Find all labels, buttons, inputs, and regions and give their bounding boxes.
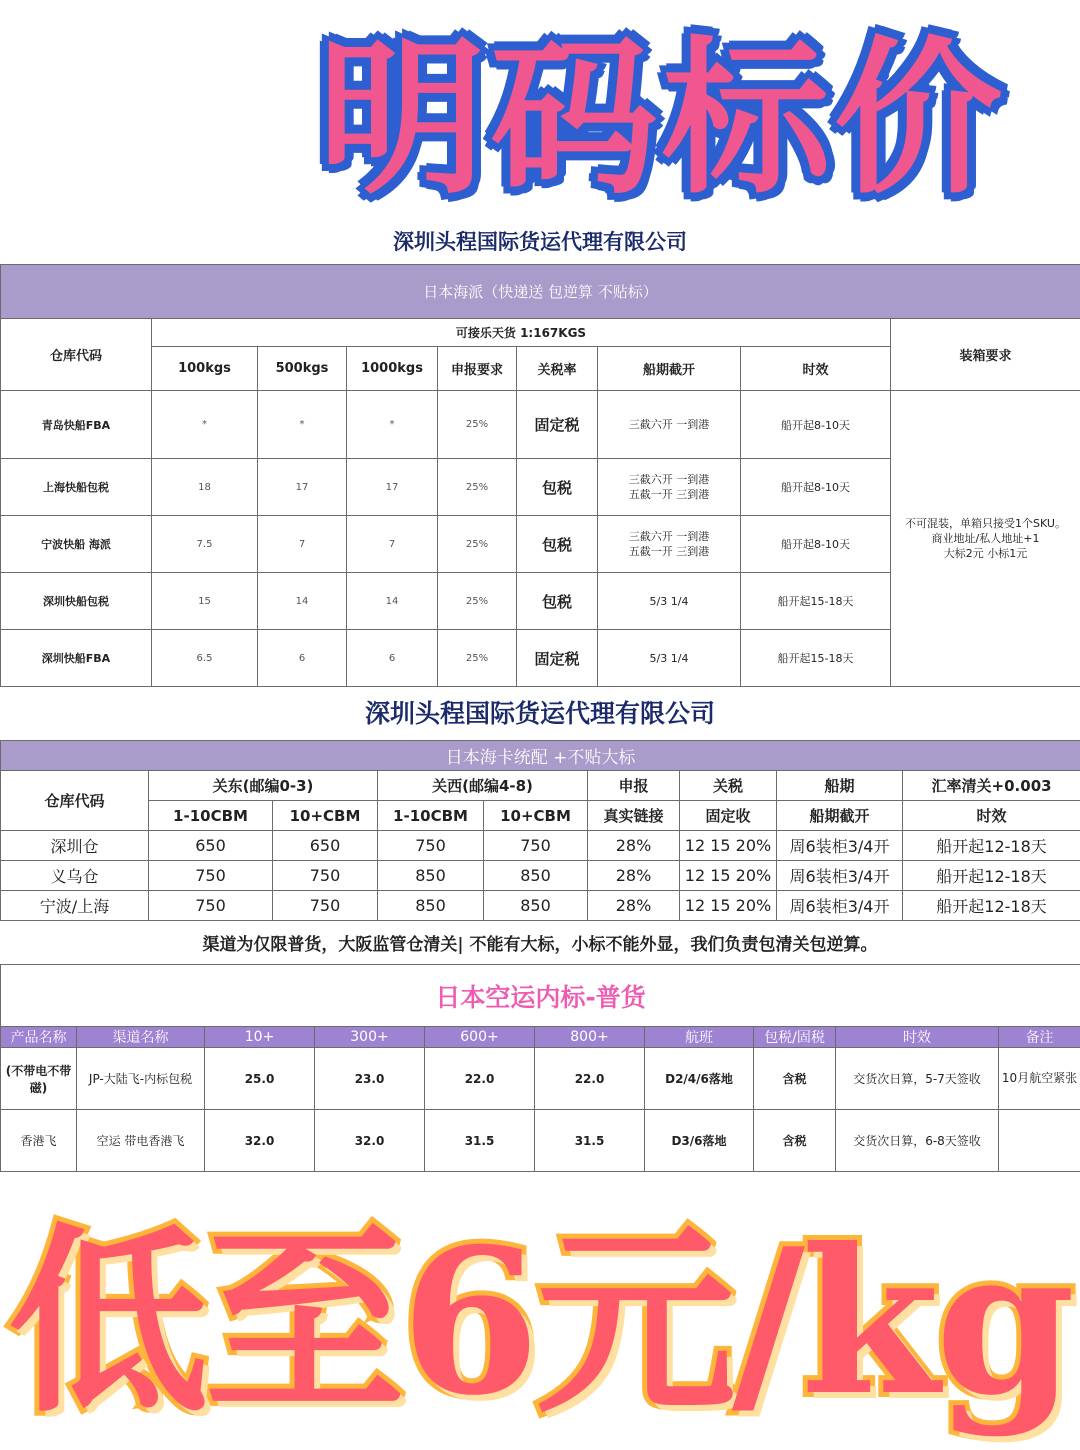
transit-time-cell: 船开起12-18天: [903, 831, 1080, 861]
transit-time-cell: 交货次日算，5-7天签收: [836, 1048, 999, 1110]
price-slogan: 低至6元/kg: [0, 1176, 1080, 1436]
price-cell: 6.5: [152, 630, 258, 687]
route-name: 深圳快船包税: [1, 573, 152, 630]
hero-title: 明码标价: [262, 0, 1062, 210]
transit-time-cell: 交货次日算，6-8天签收: [836, 1110, 999, 1172]
column-header: 时效: [903, 801, 1080, 831]
channel-name: 空运 带电香港飞: [77, 1110, 205, 1172]
column-header: 600+: [425, 1027, 535, 1048]
declare-cell: 28%: [588, 831, 680, 861]
sailing-cell: 5/3 1/4: [598, 630, 741, 687]
warehouse-code-header: 仓库代码: [1, 319, 152, 391]
route-name: 宁波快船 海派: [1, 516, 152, 573]
transit-time-cell: 船开起8-10天: [741, 391, 891, 459]
price-cell: 850: [378, 861, 484, 891]
price-cell: 650: [149, 831, 273, 861]
price-cell: 17: [258, 459, 347, 516]
declare-cell: 25%: [438, 573, 517, 630]
price-cell: 850: [484, 861, 588, 891]
column-header: 时效: [836, 1027, 999, 1048]
group-header: 关税: [680, 771, 777, 801]
company-name-2: 深圳头程国际货运代理有限公司: [0, 694, 1080, 730]
channel-name: JP-大陆飞-内标包税: [77, 1048, 205, 1110]
declare-cell: 25%: [438, 630, 517, 687]
sailing-cell: 三截六开 一到港 五截一开 三到港: [598, 459, 741, 516]
tax-cell: 包税: [517, 459, 598, 516]
route-name: 青岛快船FBA: [1, 391, 152, 459]
price-cell: 22.0: [535, 1048, 645, 1110]
tax-cell: 固定税: [517, 630, 598, 687]
transit-time-cell: 船开起12-18天: [903, 861, 1080, 891]
transit-time-cell: 船开起15-18天: [741, 573, 891, 630]
tax-cell: 包税: [517, 516, 598, 573]
packing-header: 装箱要求: [891, 319, 1080, 391]
column-header: 100kgs: [152, 347, 258, 391]
column-header: 船期截开: [777, 801, 903, 831]
price-cell: 22.0: [425, 1048, 535, 1110]
transit-time-cell: 船开起8-10天: [741, 459, 891, 516]
price-cell: 750: [273, 861, 378, 891]
declare-cell: 25%: [438, 391, 517, 459]
column-header: 300+: [315, 1027, 425, 1048]
company-name: 深圳头程国际货运代理有限公司: [0, 226, 1080, 256]
sailing-cell: 三截六开 一到港 五截一开 三到港: [598, 516, 741, 573]
air-freight-table: [0, 964, 1080, 1172]
packing-requirement: 不可混装，单箱只接受1个SKU。 商业地址/私人地址+1 大标2元 小标1元: [891, 391, 1080, 687]
price-cell: 23.0: [315, 1048, 425, 1110]
sea-express-table: [0, 264, 1080, 687]
product-name: 香港飞: [1, 1110, 77, 1172]
column-header: 固定收: [680, 801, 777, 831]
column-header: 真实链接: [588, 801, 680, 831]
price-cell: *: [347, 391, 438, 459]
table-row: [1, 391, 1080, 459]
warehouse-name: 宁波/上海: [1, 891, 149, 921]
sailing-cell: 周6装柜3/4开: [777, 831, 903, 861]
flight-cell: D2/4/6落地: [645, 1048, 754, 1110]
group-header: 船期: [777, 771, 903, 801]
sailing-cell: 周6装柜3/4开: [777, 861, 903, 891]
price-cell: 6: [258, 630, 347, 687]
price-cell: 750: [273, 891, 378, 921]
transit-time-cell: 船开起8-10天: [741, 516, 891, 573]
warehouse-name: 深圳仓: [1, 831, 149, 861]
price-cell: 750: [149, 861, 273, 891]
sailing-cell: 5/3 1/4: [598, 573, 741, 630]
price-cell: 7: [258, 516, 347, 573]
column-header: 10+CBM: [273, 801, 378, 831]
column-header: 关税率: [517, 347, 598, 391]
tax-cell: 固定税: [517, 391, 598, 459]
product-name: (不带电不带磁): [1, 1048, 77, 1110]
tax-cell: 12 15 20%: [680, 861, 777, 891]
price-cell: 650: [273, 831, 378, 861]
price-cell: 15: [152, 573, 258, 630]
column-header: 500kgs: [258, 347, 347, 391]
column-header: 申报要求: [438, 347, 517, 391]
declare-cell: 25%: [438, 516, 517, 573]
flight-cell: D3/6落地: [645, 1110, 754, 1172]
column-header: 1-10CBM: [149, 801, 273, 831]
route-name: 深圳快船FBA: [1, 630, 152, 687]
table-band-title: 日本海卡统配 +不贴大标: [1, 741, 1080, 771]
price-cell: 7.5: [152, 516, 258, 573]
tax-cell: 含税: [754, 1048, 836, 1110]
price-cell: 14: [347, 573, 438, 630]
table-row: [1, 891, 1080, 921]
price-cell: 32.0: [315, 1110, 425, 1172]
sea-truck-table: [0, 740, 1080, 921]
column-header: 时效: [741, 347, 891, 391]
tax-cell: 含税: [754, 1110, 836, 1172]
column-header: 产品名称: [1, 1027, 77, 1048]
column-header: 航班: [645, 1027, 754, 1048]
price-cell: *: [258, 391, 347, 459]
capacity-note: 可接乐天货 1:167KGS: [152, 319, 891, 347]
table-row: [1, 831, 1080, 861]
transit-time-cell: 船开起12-18天: [903, 891, 1080, 921]
declare-cell: 28%: [588, 861, 680, 891]
column-header: 800+: [535, 1027, 645, 1048]
tax-cell: 12 15 20%: [680, 831, 777, 861]
price-cell: 18: [152, 459, 258, 516]
price-cell: 32.0: [205, 1110, 315, 1172]
price-cell: 750: [378, 831, 484, 861]
column-header: 10+CBM: [484, 801, 588, 831]
price-cell: 31.5: [425, 1110, 535, 1172]
column-header: 备注: [999, 1027, 1080, 1048]
tax-cell: 包税: [517, 573, 598, 630]
tax-cell: 12 15 20%: [680, 891, 777, 921]
column-header: 1-10CBM: [378, 801, 484, 831]
group-header: 关西(邮编4-8): [378, 771, 588, 801]
column-header: 10+: [205, 1027, 315, 1048]
table-row: [1, 1048, 1080, 1110]
price-cell: 750: [149, 891, 273, 921]
price-cell: 31.5: [535, 1110, 645, 1172]
group-header: 汇率清关+0.003: [903, 771, 1080, 801]
price-cell: 14: [258, 573, 347, 630]
column-header: 渠道名称: [77, 1027, 205, 1048]
group-header: 关东(邮编0-3): [149, 771, 378, 801]
warehouse-name: 义乌仓: [1, 861, 149, 891]
price-cell: 25.0: [205, 1048, 315, 1110]
remark-cell: 10月航空紧张: [999, 1048, 1080, 1110]
price-cell: 750: [484, 831, 588, 861]
table-row: [1, 861, 1080, 891]
route-name: 上海快船包税: [1, 459, 152, 516]
warehouse-code-header: 仓库代码: [1, 771, 149, 831]
declare-cell: 25%: [438, 459, 517, 516]
price-cell: 850: [484, 891, 588, 921]
air-table-title: 日本空运内标-普货: [1, 965, 1080, 1027]
price-cell: 7: [347, 516, 438, 573]
table-band-title: 日本海派（快递送 包逆算 不贴标）: [1, 265, 1080, 319]
declare-cell: 28%: [588, 891, 680, 921]
transit-time-cell: 船开起15-18天: [741, 630, 891, 687]
price-cell: *: [152, 391, 258, 459]
column-header: 包税/固税: [754, 1027, 836, 1048]
group-header: 申报: [588, 771, 680, 801]
price-cell: 850: [378, 891, 484, 921]
column-header: 1000kgs: [347, 347, 438, 391]
price-cell: 6: [347, 630, 438, 687]
sailing-cell: 周6装柜3/4开: [777, 891, 903, 921]
channel-remark: 渠道为仅限普货，大阪监管仓清关| 不能有大标，小标不能外显，我们负责包清关包逆算。: [0, 930, 1080, 955]
column-header: 船期截开: [598, 347, 741, 391]
price-cell: 17: [347, 459, 438, 516]
sailing-cell: 三截六开 一到港: [598, 391, 741, 459]
